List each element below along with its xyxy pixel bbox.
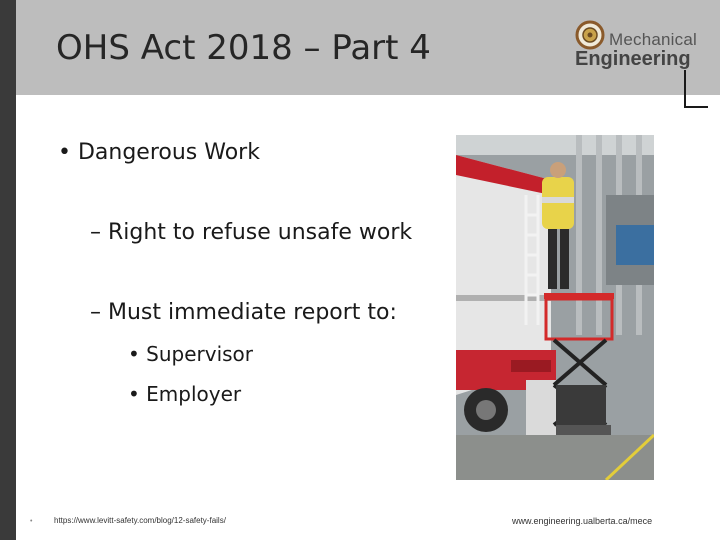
university-crest-icon	[575, 20, 605, 50]
bullet-right-to-refuse: – Right to refuse unsafe work	[90, 220, 413, 245]
bullet-must-report: – Must immediate report to:	[90, 300, 397, 325]
image-source-link[interactable]: https://www.levitt-safety.com/blog/12-safety-fails/	[54, 516, 226, 525]
corner-bracket-decoration	[684, 70, 708, 108]
faculty-website-link[interactable]: www.engineering.ualberta.ca/mece	[512, 516, 653, 526]
worker-on-ladder-photo	[456, 135, 654, 480]
logo-text-engineering: Engineering	[575, 48, 691, 70]
left-rail	[0, 0, 16, 540]
logo-text-mechanical: Mechanical	[609, 30, 697, 49]
bullet-supervisor: • Supervisor	[128, 342, 254, 366]
mechanical-engineering-logo	[571, 18, 720, 74]
bullet-employer: • Employer	[128, 382, 242, 406]
slide-title: OHS Act 2018 – Part 4	[56, 28, 431, 68]
footer-bullet: •	[30, 518, 33, 525]
bullet-dangerous-work: • Dangerous Work	[58, 140, 260, 165]
slide-header	[16, 0, 720, 95]
